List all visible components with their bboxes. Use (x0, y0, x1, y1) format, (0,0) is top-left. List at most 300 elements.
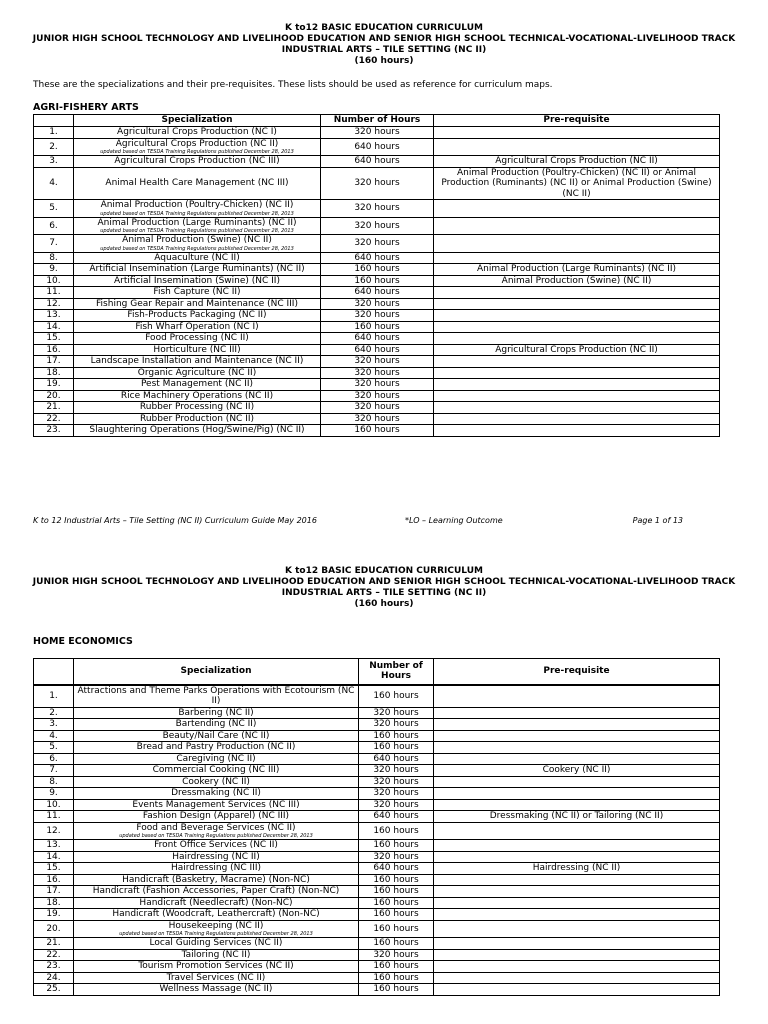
specialization-cell-text: Bartending (NC II) (175, 719, 257, 729)
footer-lo-note: *LO – Learning Outcome (405, 516, 503, 525)
specialization-cell (74, 402, 321, 414)
hours-cell (321, 390, 434, 402)
row-number-text: 9. (49, 264, 58, 274)
specialization-cell-text: Housekeeping (NC II) (168, 920, 264, 931)
specialization-cell (74, 863, 359, 875)
row-number-text: 19. (46, 379, 61, 389)
agri-fishery-table (33, 114, 720, 437)
specialization-cell (74, 707, 359, 719)
prerequisite-cell-text: Animal Production (Large Ruminants) (NC II) (477, 264, 676, 274)
prerequisite-cell (434, 685, 720, 708)
prerequisite-cell (434, 235, 720, 253)
prerequisite-cell (434, 167, 720, 200)
table-row (34, 310, 720, 322)
prerequisite-cell (434, 897, 720, 909)
table-row (34, 167, 720, 200)
table-row (34, 138, 720, 156)
specialization-cell (74, 298, 321, 310)
prerequisite-cell-text: Animal Production (Poultry-Chicken) (NC II) or Animal Production (Ruminants) (NC II) or Animal Production (Swine) (NC II) (441, 167, 712, 199)
specialization-cell-text: Beauty/Nail Care (NC II) (162, 730, 270, 741)
hours-cell-text: 160 hours (354, 321, 400, 332)
course-hours: (160 hours) (354, 56, 414, 66)
hours-cell (359, 742, 434, 754)
row-number-text: 2. (49, 141, 58, 152)
table-row (34, 788, 720, 800)
hours-cell (359, 788, 434, 800)
row-number (34, 822, 74, 840)
curriculum-subtitle: JUNIOR HIGH SCHOOL TECHNOLOGY AND LIVELIHOOD EDUCATION AND SENIOR HIGH SCHOOL TECHNICAL-VOCATIONAL-LIVELIHOOD TRACK (32, 577, 736, 587)
prerequisite-cell (434, 811, 720, 823)
specialization-cell-text: Fashion Design (Apparel) (NC III) (142, 811, 290, 821)
table-row (34, 811, 720, 823)
specialization-cell (74, 321, 321, 333)
hours-cell (321, 379, 434, 391)
hours-cell (359, 719, 434, 731)
row-number (34, 707, 74, 719)
prerequisite-cell (434, 730, 720, 742)
row-number (34, 425, 74, 437)
row-number (34, 127, 74, 139)
specialization-cell (74, 776, 359, 788)
specialization-cell-text: Artificial Insemination (Large Ruminants) (NC II) (89, 264, 305, 274)
row-number (34, 765, 74, 777)
hours-cell (321, 356, 434, 368)
prerequisite-cell (434, 356, 720, 368)
row-number (34, 264, 74, 276)
row-number-text: 18. (46, 367, 61, 378)
table-row (34, 799, 720, 811)
hours-cell-text: 640 hours (354, 141, 400, 152)
specialization-cell (74, 252, 321, 264)
footer-page-number: Page 1 of 13 (632, 516, 683, 525)
hours-cell-text: 640 hours (354, 333, 400, 343)
prerequisite-cell (434, 252, 720, 264)
hours-cell-text: 320 hours (354, 413, 400, 424)
row-number (34, 287, 74, 299)
row-number-text: 15. (46, 333, 61, 343)
hours-cell (359, 822, 434, 840)
row-number-text: 20. (46, 390, 61, 401)
hours-cell (321, 264, 434, 276)
hours-cell (359, 920, 434, 938)
hours-cell (359, 811, 434, 823)
prerequisite-cell (434, 138, 720, 156)
specialization-cell-text: Rubber Production (NC II) (139, 413, 255, 424)
prerequisite-cell (434, 909, 720, 921)
specialization-cell (74, 333, 321, 345)
row-number-text: 11. (46, 811, 61, 821)
specialization-cell (74, 972, 359, 984)
row-number-text: 13. (46, 310, 61, 320)
hours-cell (321, 287, 434, 299)
row-number (34, 938, 74, 950)
row-number-text: 1. (49, 690, 58, 701)
specialization-cell-text: Animal Production (Swine) (NC II) (122, 235, 272, 245)
row-number-text: 8. (49, 776, 58, 787)
column-header-number (34, 659, 74, 685)
row-number-text: 24. (46, 972, 61, 983)
table-row (34, 920, 720, 938)
prerequisite-cell (434, 264, 720, 276)
row-number-text: 14. (46, 321, 61, 332)
specialization-cell-text: Animal Health Care Management (NC III) (105, 178, 289, 188)
row-number (34, 811, 74, 823)
hours-cell (359, 972, 434, 984)
curriculum-title: K to12 BASIC EDUCATION CURRICULUM (285, 566, 483, 576)
table-row (34, 972, 720, 984)
specialization-cell-text: Tailoring (NC II) (181, 949, 251, 960)
specialization-cell (74, 909, 359, 921)
tesda-update-note: updated based on TESDA Training Regulations published December 28, 2013 (100, 228, 294, 234)
specialization-cell (74, 413, 321, 425)
specialization-cell (74, 949, 359, 961)
prerequisite-cell (434, 984, 720, 996)
prerequisite-cell-text: Agricultural Crops Production (NC II) (495, 156, 658, 166)
prerequisite-cell (434, 127, 720, 139)
hours-cell (321, 413, 434, 425)
specialization-cell-text: Cookery (NC II) (182, 776, 250, 787)
row-number (34, 920, 74, 938)
hours-cell-text: 640 hours (354, 156, 400, 166)
row-number-text: 18. (46, 897, 61, 908)
footer-guide-title: K to 12 Industrial Arts – Tile Setting (NC II) Curriculum Guide May 2016 (33, 516, 317, 525)
row-number-text: 10. (46, 275, 61, 286)
column-header-hours: Number of Hours (359, 659, 434, 685)
prerequisite-cell (434, 217, 720, 235)
prerequisite-cell (434, 200, 720, 218)
table-row (34, 413, 720, 425)
specialization-cell (74, 390, 321, 402)
table-row (34, 909, 720, 921)
column-header-number (34, 115, 74, 127)
table-row (34, 840, 720, 852)
row-number (34, 275, 74, 287)
hours-cell-text: 160 hours (373, 825, 419, 836)
prerequisite-cell-text: Dressmaking (NC II) or Tailoring (NC II) (489, 811, 664, 821)
table-row (34, 742, 720, 754)
hours-cell (321, 321, 434, 333)
row-number (34, 730, 74, 742)
row-number-text: 4. (49, 730, 58, 741)
hours-cell (321, 156, 434, 168)
prerequisite-cell (434, 379, 720, 391)
row-number-text: 17. (46, 356, 61, 366)
specialization-cell (74, 167, 321, 200)
specialization-cell-text: Wellness Massage (NC II) (159, 984, 273, 994)
prerequisite-cell-text: Cookery (NC II) (542, 765, 611, 775)
specialization-cell-text: Horticulture (NC III) (153, 344, 241, 355)
prerequisite-cell-text: Animal Production (Swine) (NC II) (501, 275, 652, 286)
hours-cell-text: 160 hours (354, 275, 400, 286)
specialization-cell-text: Agricultural Crops Production (NC I) (117, 127, 277, 137)
specialization-cell-text: Tourism Promotion Services (NC II) (138, 961, 294, 971)
hours-cell-text: 160 hours (373, 923, 419, 934)
hours-cell-text: 320 hours (354, 379, 400, 389)
row-number (34, 685, 74, 708)
specialization-cell (74, 719, 359, 731)
hours-cell (321, 200, 434, 218)
hours-cell-text: 320 hours (373, 799, 419, 810)
hours-cell-text: 640 hours (354, 344, 400, 355)
specialization-cell (74, 961, 359, 973)
hours-cell (321, 235, 434, 253)
hours-cell (321, 425, 434, 437)
specialization-cell-text: Caregiving (NC II) (176, 753, 256, 764)
prerequisite-cell (434, 886, 720, 898)
hours-cell-text: 320 hours (373, 719, 419, 729)
prerequisite-cell (434, 390, 720, 402)
hours-cell-text: 160 hours (373, 972, 419, 983)
specialization-cell (74, 356, 321, 368)
specialization-cell-text: Landscape Installation and Maintenance (NC II) (90, 356, 304, 366)
specialization-cell (74, 127, 321, 139)
prerequisite-cell (434, 344, 720, 356)
table-row (34, 863, 720, 875)
specialization-cell (74, 310, 321, 322)
prerequisite-cell (434, 298, 720, 310)
specialization-cell-text: Dressmaking (NC II) (171, 788, 261, 798)
row-number (34, 840, 74, 852)
row-number-text: 2. (49, 707, 58, 718)
hours-cell-text: 320 hours (373, 707, 419, 718)
row-number-text: 25. (46, 984, 61, 994)
table-row (34, 753, 720, 765)
hours-cell-text: 640 hours (354, 287, 400, 297)
hours-cell-text: 320 hours (354, 367, 400, 378)
hours-cell-text: 160 hours (373, 961, 419, 971)
row-number-text: 7. (49, 765, 58, 775)
hours-cell (321, 402, 434, 414)
hours-cell-text: 160 hours (373, 874, 419, 885)
hours-cell (359, 707, 434, 719)
row-number-text: 22. (46, 413, 61, 424)
specialization-cell-text: Aquaculture (NC II) (154, 252, 240, 263)
prerequisite-cell (434, 799, 720, 811)
table-row (34, 776, 720, 788)
hours-cell (359, 984, 434, 996)
hours-cell (321, 333, 434, 345)
hours-cell (359, 730, 434, 742)
hours-cell (359, 685, 434, 708)
row-number (34, 799, 74, 811)
specialization-cell-text: Slaughtering Operations (Hog/Swine/Pig) (NC II) (89, 425, 305, 435)
specialization-cell (74, 984, 359, 996)
row-number-text: 10. (46, 799, 61, 810)
tesda-update-note: updated based on TESDA Training Regulations published December 28, 2013 (100, 245, 294, 252)
row-number (34, 886, 74, 898)
specialization-cell-text: Artificial Insemination (Swine) (NC II) (114, 275, 280, 286)
row-number-text: 17. (46, 886, 61, 896)
row-number (34, 413, 74, 425)
hours-cell (321, 217, 434, 235)
table-row (34, 333, 720, 345)
table-row (34, 344, 720, 356)
specialization-cell (74, 287, 321, 299)
table-row (34, 356, 720, 368)
specialization-cell-text: Travel Services (NC II) (166, 972, 266, 983)
table-row (34, 984, 720, 996)
specialization-cell-text: Agricultural Crops Production (NC III) (114, 156, 280, 166)
specialization-cell (74, 275, 321, 287)
specialization-cell-text: Fishing Gear Repair and Maintenance (NC III) (96, 298, 298, 309)
specialization-cell-text: Handicraft (Needlecraft) (Non-NC) (139, 897, 293, 908)
specialization-cell (74, 886, 359, 898)
tesda-update-note: updated based on TESDA Training Regulations published December 28, 2013 (100, 210, 294, 217)
hours-cell (359, 799, 434, 811)
table-row (34, 719, 720, 731)
table-row (34, 275, 720, 287)
row-number-text: 13. (46, 840, 61, 850)
prerequisite-cell (434, 275, 720, 287)
hours-cell-text: 320 hours (354, 402, 400, 412)
row-number-text: 11. (46, 287, 61, 297)
specialization-cell (74, 217, 321, 235)
row-number (34, 235, 74, 253)
hours-cell-text: 320 hours (354, 203, 400, 213)
hours-cell-text: 160 hours (373, 886, 419, 896)
row-number-text: 6. (49, 753, 58, 764)
specialization-cell-text: Animal Production (Poultry-Chicken) (NC II) (100, 200, 294, 210)
hours-cell-text: 640 hours (373, 753, 419, 764)
hours-cell (359, 840, 434, 852)
specialization-cell (74, 264, 321, 276)
table-row (34, 298, 720, 310)
specialization-cell (74, 730, 359, 742)
hours-cell-text: 160 hours (354, 425, 400, 435)
row-number (34, 379, 74, 391)
specialization-cell-text: Bread and Pastry Production (NC II) (136, 742, 296, 752)
row-number (34, 742, 74, 754)
specialization-cell-text: Food and Beverage Services (NC II) (136, 822, 296, 833)
row-number-text: 14. (46, 851, 61, 862)
specialization-cell (74, 840, 359, 852)
course-title: INDUSTRIAL ARTS – TILE SETTING (NC II) (281, 45, 487, 55)
table-row (34, 765, 720, 777)
hours-cell (359, 897, 434, 909)
hours-cell (321, 310, 434, 322)
specialization-cell (74, 788, 359, 800)
table-row (34, 156, 720, 168)
specialization-cell (74, 874, 359, 886)
hours-cell-text: 320 hours (354, 220, 400, 231)
hours-cell-text: 160 hours (373, 730, 419, 741)
specialization-cell (74, 742, 359, 754)
curriculum-subtitle: JUNIOR HIGH SCHOOL TECHNOLOGY AND LIVELIHOOD EDUCATION AND SENIOR HIGH SCHOOL TECHNICAL-VOCATIONAL-LIVELIHOOD TRACK (32, 34, 736, 44)
column-header-prerequisite: Pre-requisite (434, 659, 720, 685)
row-number-text: 3. (49, 156, 58, 166)
table-row (34, 886, 720, 898)
row-number (34, 138, 74, 156)
specialization-cell-text: Attractions and Theme Parks Operations with Ecotourism (NC II) (77, 685, 355, 706)
hours-cell-text: 320 hours (354, 238, 400, 248)
row-number (34, 356, 74, 368)
prerequisite-cell (434, 367, 720, 379)
prerequisite-cell (434, 742, 720, 754)
row-number (34, 776, 74, 788)
prerequisite-cell (434, 776, 720, 788)
table-row (34, 390, 720, 402)
row-number-text: 16. (46, 874, 61, 885)
hours-cell-text: 640 hours (373, 811, 419, 821)
row-number-text: 23. (46, 961, 61, 971)
prerequisite-cell-text: Hairdressing (NC II) (532, 863, 621, 873)
table-row (34, 367, 720, 379)
specialization-cell-text: Events Management Services (NC III) (132, 799, 300, 810)
specialization-cell-text: Handicraft (Woodcraft, Leathercraft) (Non-NC) (112, 909, 320, 919)
intro-text: These are the specializations and their pre-requisites. These lists should be used as reference for curriculum maps. (33, 80, 553, 90)
row-number (34, 200, 74, 218)
page2-header (0, 566, 768, 610)
hours-cell-text: 320 hours (354, 390, 400, 401)
row-number (34, 321, 74, 333)
hours-cell (359, 961, 434, 973)
hours-cell (359, 851, 434, 863)
prerequisite-cell (434, 413, 720, 425)
hours-cell-text: 320 hours (373, 851, 419, 862)
specialization-cell-text: Rubber Processing (NC II) (139, 402, 255, 412)
specialization-cell (74, 811, 359, 823)
specialization-cell (74, 425, 321, 437)
specialization-cell-text: Pest Management (NC II) (140, 379, 254, 389)
specialization-cell-text: Rice Machinery Operations (NC II) (120, 390, 274, 401)
specialization-cell (74, 897, 359, 909)
specialization-cell (74, 920, 359, 938)
prerequisite-cell (434, 156, 720, 168)
specialization-cell-text: Local Guiding Services (NC II) (149, 938, 283, 948)
hours-cell-text: 160 hours (373, 909, 419, 919)
table-row (34, 851, 720, 863)
specialization-cell (74, 344, 321, 356)
prerequisite-cell (434, 851, 720, 863)
column-header-specialization: Specialization (74, 659, 359, 685)
table-row (34, 252, 720, 264)
course-title: INDUSTRIAL ARTS – TILE SETTING (NC II) (281, 588, 487, 598)
table-row (34, 961, 720, 973)
hours-cell (359, 863, 434, 875)
prerequisite-cell (434, 310, 720, 322)
row-number (34, 984, 74, 996)
prerequisite-cell (434, 707, 720, 719)
hours-cell-text: 320 hours (373, 776, 419, 787)
prerequisite-cell (434, 874, 720, 886)
hours-cell-text: 160 hours (373, 840, 419, 850)
table-row (34, 707, 720, 719)
row-number (34, 897, 74, 909)
tesda-update-note: updated based on TESDA Training Regulations published December 28, 2013 (119, 833, 313, 839)
row-number (34, 333, 74, 345)
curriculum-title: K to12 BASIC EDUCATION CURRICULUM (285, 23, 483, 33)
hours-cell-text: 320 hours (373, 949, 419, 960)
prerequisite-cell (434, 402, 720, 414)
page1-header (0, 23, 768, 67)
row-number (34, 961, 74, 973)
table-row (34, 321, 720, 333)
hours-cell (359, 776, 434, 788)
row-number-text: 19. (46, 909, 61, 919)
specialization-cell-text: Agricultural Crops Production (NC II) (115, 138, 279, 149)
row-number-text: 3. (49, 719, 58, 729)
row-number (34, 863, 74, 875)
table-row (34, 235, 720, 253)
hours-cell (321, 367, 434, 379)
prerequisite-cell (434, 938, 720, 950)
table-row (34, 425, 720, 437)
row-number (34, 390, 74, 402)
prerequisite-cell (434, 822, 720, 840)
section-title-agri: AGRI-FISHERY ARTS (33, 102, 139, 113)
column-header-specialization: Specialization (74, 115, 321, 127)
prerequisite-cell (434, 333, 720, 345)
